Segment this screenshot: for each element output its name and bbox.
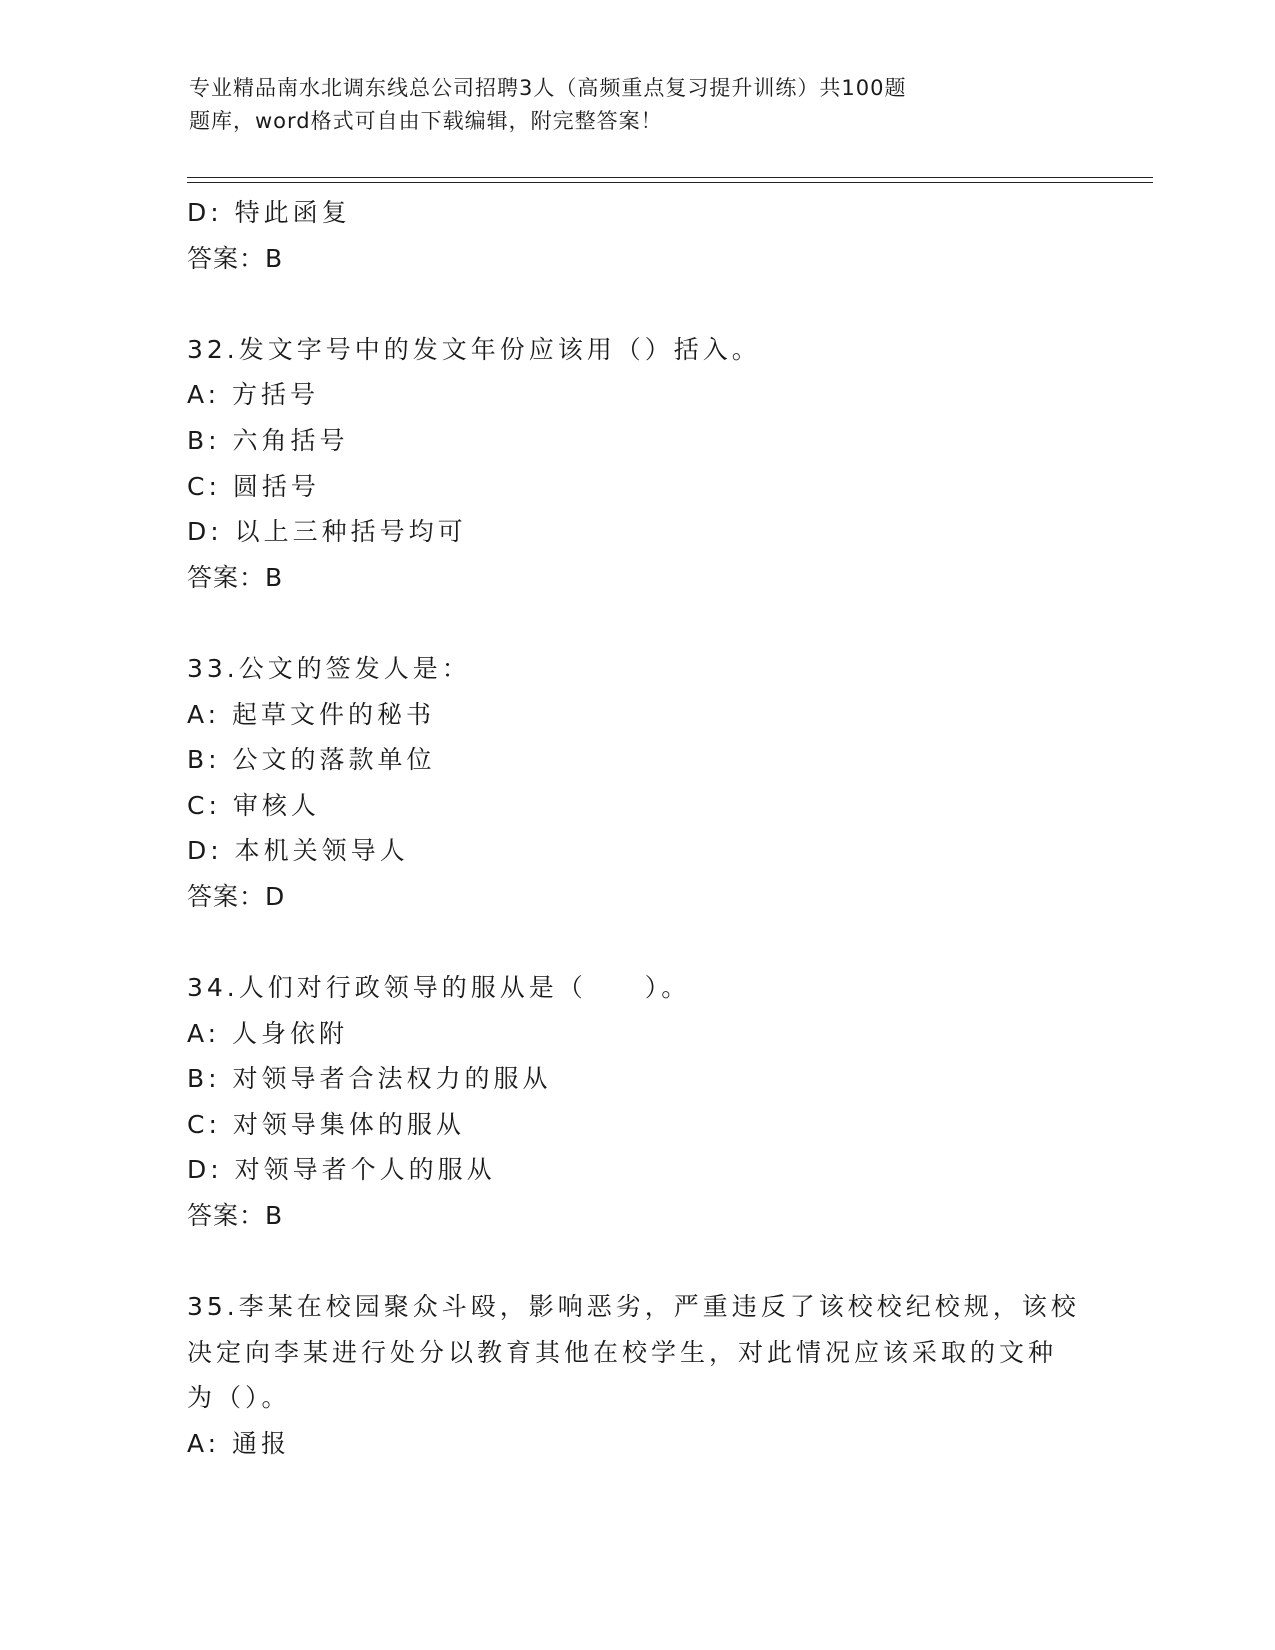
- question-stem: 33.公文的签发人是：: [187, 653, 471, 683]
- option-d: D: 以上三种括号均可: [187, 517, 467, 547]
- question-stem-line-1: 35.李某在校园聚众斗殴，影响恶劣，严重违反了该校校纪校规，该校: [187, 1292, 1080, 1322]
- answer-line: 答案：B: [187, 562, 284, 592]
- spacer: [187, 1239, 1087, 1285]
- option-d: D: 特此函复: [187, 198, 351, 227]
- question-stem: 34.人们对行政领导的服从是（ ）。: [187, 973, 691, 1003]
- option-b: B: 六角括号: [187, 425, 349, 455]
- answer-line: 答案：D: [187, 881, 286, 911]
- option-c: C: 对领导集体的服从: [187, 1109, 465, 1139]
- option-a: A: 起草文件的秘书: [187, 699, 436, 729]
- spacer: [187, 920, 1087, 966]
- option-d: D: 对领导者个人的服从: [187, 1155, 496, 1185]
- option-a: A: 方括号: [187, 380, 320, 410]
- option-c: C: 圆括号: [187, 471, 320, 501]
- option-d: D: 本机关领导人: [187, 836, 409, 866]
- spacer: [187, 600, 1087, 646]
- question-stem: 32.发文字号中的发文年份应该用（）括入。: [187, 334, 761, 364]
- option-b: B: 对领导者合法权力的服从: [187, 1064, 552, 1094]
- spacer: [187, 281, 1087, 327]
- option-a: A: 通报: [187, 1429, 291, 1459]
- question-stem-line-2: 决定向李某进行处分以教育其他在校学生，对此情况应该采取的文种: [187, 1337, 1058, 1367]
- document-header: [189, 72, 1049, 138]
- option-a: A: 人身依附: [187, 1018, 349, 1048]
- answer-line: 答案：B: [187, 1201, 284, 1231]
- option-c: C: 审核人: [187, 790, 320, 820]
- question-list: [187, 190, 1087, 1467]
- header-rule-top: [187, 177, 1153, 178]
- answer-line: 答案：B: [187, 243, 284, 273]
- header-title-line-1: 专业精品南水北调东线总公司招聘3人（高频重点复习提升训练）共100题: [189, 76, 907, 100]
- header-rule-bottom: [187, 182, 1153, 183]
- header-title-line-2: 题库，word格式可自由下载编辑，附完整答案！: [189, 109, 663, 133]
- question-stem-line-3: 为（）。: [187, 1383, 291, 1413]
- option-b: B: 公文的落款单位: [187, 745, 436, 775]
